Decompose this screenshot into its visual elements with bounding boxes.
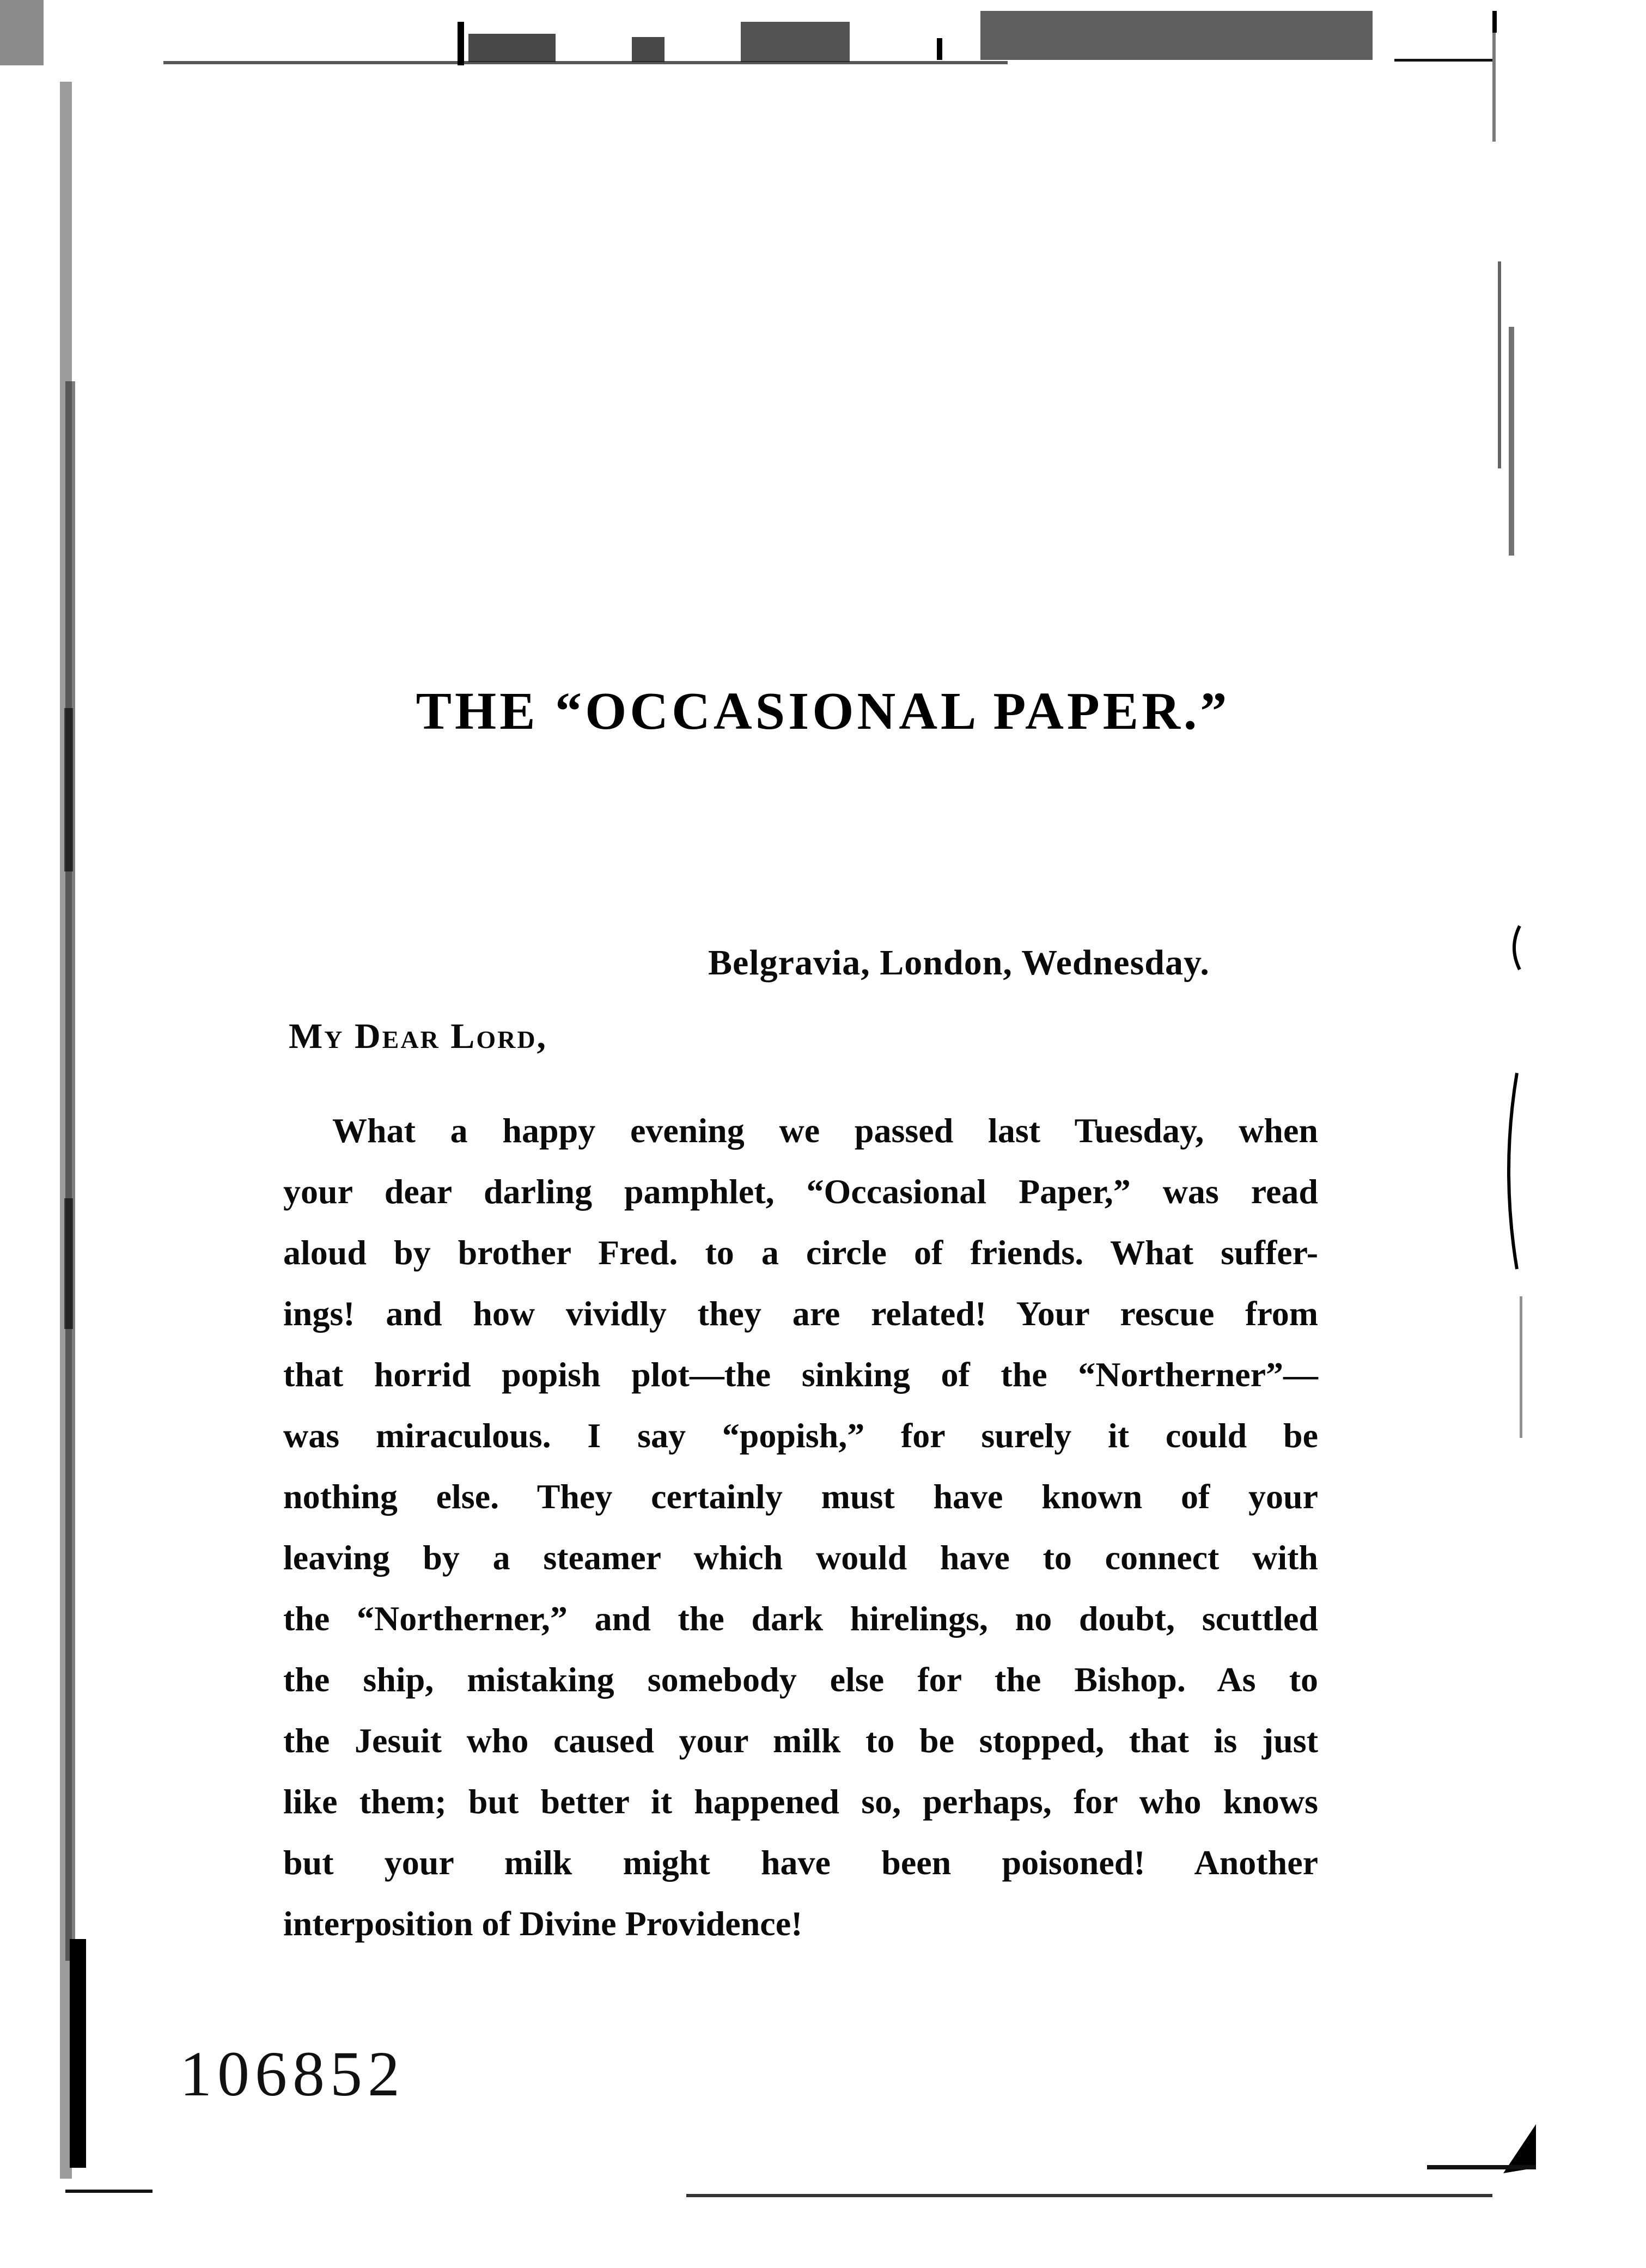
scan-left-edge-noise: [0, 0, 114, 2268]
body-line: the “Northerner,” and the dark hirelings, no doubt, scuttled: [283, 1599, 1318, 1638]
body-line: interposition of Divine Providence!: [283, 1904, 803, 1943]
body-line: the ship, mistaking somebody else for the Bishop. As to: [283, 1660, 1318, 1699]
body-line: the Jesuit who caused your milk to be stopped, that is just: [283, 1721, 1318, 1760]
body-line: that horrid popish plot—the sinking of the “Northerner”—: [283, 1355, 1318, 1394]
body-line: aloud by brother Fred. to a circle of friends. What suffer-: [283, 1233, 1318, 1272]
body-line: leaving by a steamer which would have to connect with: [283, 1538, 1318, 1577]
letter-dateline: Belgravia, London, Wednesday.: [708, 943, 1210, 983]
catalog-number-stamp: 106852: [180, 2038, 405, 2110]
body-line: like them; but better it happened so, perhaps, for who knows: [283, 1782, 1318, 1821]
body-line: your dear darling pamphlet, “Occasional Paper,” was read: [283, 1172, 1318, 1211]
document-title: THE “OCCASIONAL PAPER.”: [416, 682, 1230, 741]
body-line: ings! and how vividly they are related! Your rescue from: [283, 1294, 1318, 1333]
body-line: nothing else. They certainly must have known of your: [283, 1477, 1318, 1516]
scan-top-edge-noise: [0, 0, 1646, 76]
body-line: What a happy evening we passed last Tuesday, when: [332, 1111, 1318, 1150]
scan-right-edge-noise: [1427, 0, 1646, 2268]
body-line: was miraculous. I say “popish,” for surely it could be: [283, 1416, 1318, 1455]
letter-salutation: My Dear Lord,: [289, 1016, 548, 1056]
body-line: but your milk might have been poisoned! Another: [283, 1843, 1318, 1882]
letter-body: [283, 1100, 1318, 1954]
scan-bottom-edge-noise: [0, 2168, 1646, 2268]
